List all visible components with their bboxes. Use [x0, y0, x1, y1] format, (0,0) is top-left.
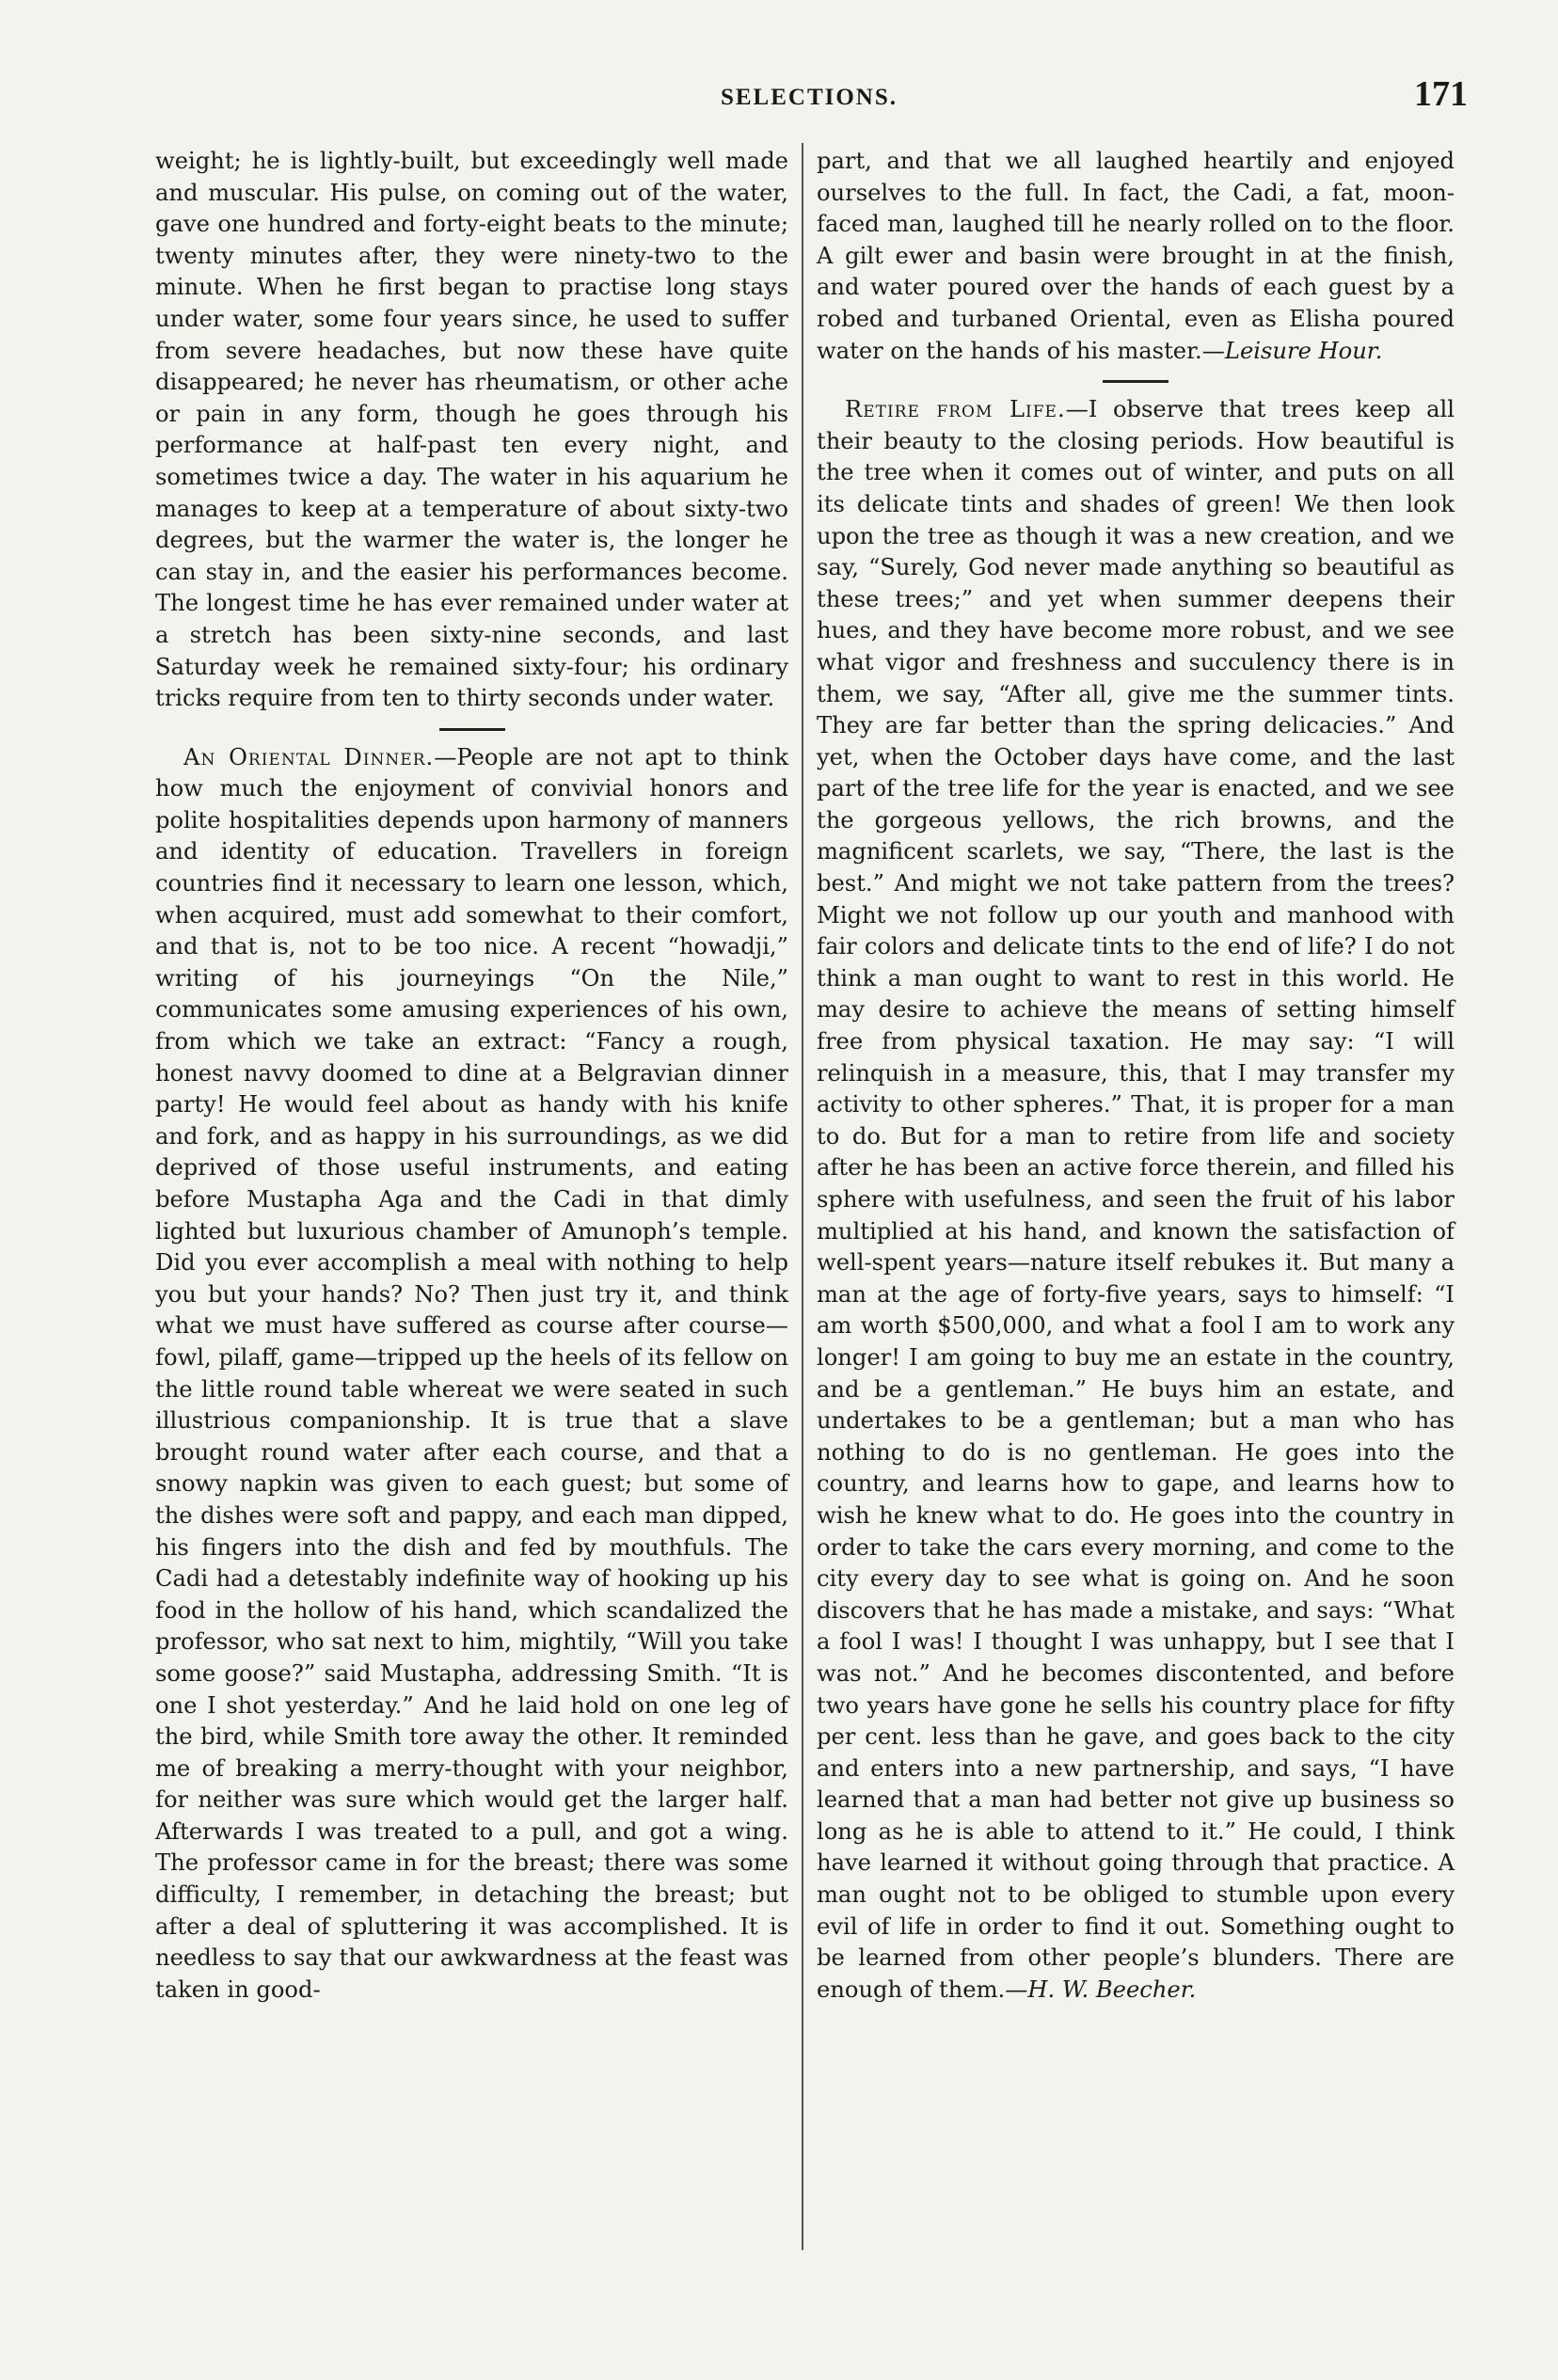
article-body: —I observe that trees keep all their beauty to the closing periods. How beautiful is the tree when it comes out of winter, and puts on all its delicate tints and shades of green! We then look upon the tree as though it was a new creation, and we say, “Surely, God never made anything so beautiful as these trees;” and yet when summer deepens their hues, and they have become more robust, and we see what vigor and freshness and succulency there is in them, we say, “After all, give me the summer tints. They are far better than the spring delicacies.” And yet, when the October days have come, and the last part of the tree life for the year is enacted, and we see the gorgeous yellows, the rich browns, and the magnificent scarlets, we say, “There, the last is the best.” And might we not take pattern from the trees? Might we not follow up our youth and manhood with fair colors and delicate tints to the end of life? I do not think a man ought to want to rest in this world. He may desire to achieve the means of setting himself free from physical taxation. He may say: “I will relinquish in a measure, this, that I may transfer my activity to other spheres.” That, it is proper for a man to do. But for a man to retire from life and society after he has been an active force therein, and filled his sphere with usefulness, and seen the fruit of his labor multiplied at his hand, and known the satisfaction of well-spent years—nature itself rebukes it. But many a man at the age of forty-five years, says to himself: “I am worth $500,000, and what a fool I am to work any longer! I am going to buy me an estate in the country, and be a gentleman.” He buys him an estate, and undertakes to be a gentleman; but a man who has nothing to do is no gentleman. He goes into the country, and learns how to gape, and learns how to wish he knew what to do. He goes into the country in order to take the cars every morning, and come to the city every day to see what is going on. And he soon discovers that he has made a mistake, and says: “What a fool I was! I thought I was unhappy, but I see that I was not.” And he becomes discontented, and before two years have gone he sells his country place for fifty per cent. less than he gave, and goes back to the city and enters into a new partnership, and says, “I have learned that a man had better not give up business so long as he is able to attend to it.” He could, I think have learned it without going through that practice. A man ought not to be obliged to stumble upon every evil of life in order to find it out. Something ought to be learned from other people’s blunders. There are enough of them. — [817, 396, 1455, 2003]
source-attribution: —Leisure Hour. — [1201, 337, 1383, 364]
article-oriental-dinner — [155, 742, 788, 2007]
running-title: SELECTIONS. — [720, 85, 898, 110]
left-column — [155, 146, 788, 2006]
section-separator — [1103, 380, 1168, 383]
article-title: An Oriental Dinner. — [183, 743, 435, 770]
right-column — [817, 146, 1455, 2006]
continued-paragraph: weight; he is lightly-built, but exceedingly well made and muscular. His pulse, on coming out of the water, gave one hundred and forty-eight beats to the minute; twenty minutes after, they were ninety-two to the minute. When he first began to practise long stays under water, some four years since, he used to suffer from severe headaches, but now these have quite disappeared; he never has rheumatism, or other ache or pain in any form, though he goes through his performance at half-past ten every night, and sometimes twice a day. The water in his aquarium he manages to keep at a temperature of about sixty-two degrees, but the warmer the water is, the longer he can stay in, and the easier his performances become. The longest time he has ever remained under water at a stretch has been sixty-nine seconds, and last Saturday week he remained sixty-four; his ordinary tricks require from ten to thirty seconds under water. — [155, 148, 788, 712]
article-body: —People are not apt to think how much the enjoyment of convivial honors and polite hospitalities depends upon harmony of manners and identity of education. Travellers in foreign countries find it necessary to learn one lesson, which, when acquired, must add somewhat to their comfort, and that is, not to be too nice. A recent “howadji,” writing of his journeyings “On the Nile,” communicates some amusing experiences of his own, from which we take an extract: “Fancy a rough, honest navvy doomed to dine at a Belgravian dinner party! He would feel about as handy with his knife and fork, and as happy in his surroundings, as we did deprived of those useful instruments, and eating before Mustapha Aga and the Cadi in that dimly lighted but luxurious chamber of Amunoph’s temple. Did you ever accomplish a meal with nothing to help you but your hands? No? Then just try it, and think what we must have suffered as course after course—fowl, pilaff, game—tripped up the heels of its fellow on the little round table whereat we were seated in such illustrious companionship. It is true that a slave brought round water after each course, and that a snowy napkin was given to each guest; but some of the dishes were soft and pappy, and each man dipped, his fingers into the dish and fed by mouthfuls. The Cadi had a detestably indefinite way of hooking up his food in the hollow of his hand, which scandalized the professor, who sat next to him, mightily, “Will you take some goose?” said Mustapha, addressing Smith. “It is one I shot yesterday.” And he laid hold on one leg of the bird, while Smith tore away the other. It reminded me of breaking a merry-thought with your neighbor, for neither was sure which would get the larger half. Afterwards I was treated to a pull, and got a wing. The professor came in for the breast; there was some difficulty, I remember, in detaching the breast; but after a deal of spluttering it was accomplished. It is needless to say that our awkwardness at the feast was taken in good- — [155, 743, 788, 2003]
paragraph-text: part, and that we all laughed heartily and enjoyed ourselves to the full. In fact, the Cadi, a fat, moon-faced man, laughed till he nearly rolled on to the floor. A gilt ewer and basin were brought in at the finish, and water poured over the hands of each guest by a robed and turbaned Oriental, even as Elisha poured water on the hands of his master. — [817, 148, 1455, 364]
article-retire-from-life — [817, 394, 1455, 2006]
section-separator — [439, 728, 505, 731]
source-attribution: —H. W. Beecher. — [1005, 1975, 1197, 2003]
page-number: 171 — [1414, 74, 1468, 114]
column-divider — [802, 143, 803, 2250]
article-title: Retire from Life. — [845, 396, 1066, 423]
page-header — [151, 73, 1468, 120]
continued-paragraph — [817, 146, 1455, 367]
